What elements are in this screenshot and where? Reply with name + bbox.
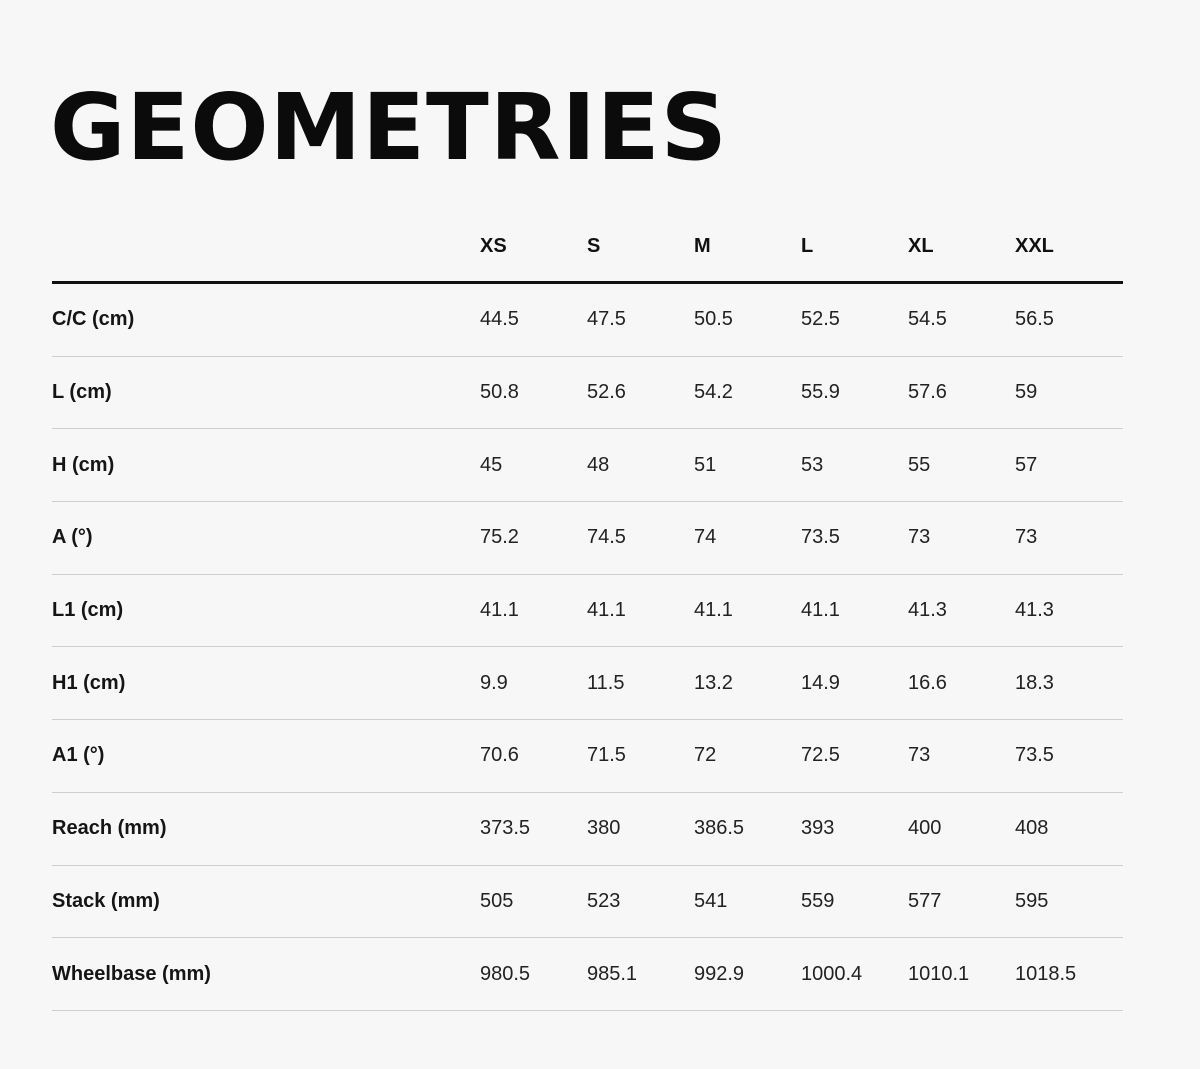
row-label: A (°): [52, 526, 93, 549]
row-label: C/C (cm): [52, 308, 135, 331]
table-row: [52, 866, 1123, 939]
table-cell: 41.1: [801, 599, 840, 622]
row-label: H (cm): [52, 453, 115, 476]
table-row: [52, 502, 1123, 575]
table-cell: 54.5: [908, 308, 947, 331]
row-label: L (cm): [52, 381, 112, 404]
table-row: [52, 429, 1123, 502]
table-cell: 45: [480, 453, 503, 476]
table-cell: 393: [801, 817, 835, 840]
table-cell: 75.2: [480, 526, 519, 549]
table-cell: 50.8: [480, 381, 519, 404]
table-cell: 380: [587, 817, 621, 840]
table-cell: 41.1: [694, 599, 733, 622]
table-row: [52, 720, 1123, 793]
table-cell: 14.9: [801, 671, 840, 694]
table-cell: 41.3: [1015, 599, 1054, 622]
row-label: A1 (°): [52, 744, 105, 767]
table-cell: 400: [908, 817, 942, 840]
table-row: [52, 575, 1123, 648]
table-cell: 44.5: [480, 308, 519, 331]
row-label: L1 (cm): [52, 599, 124, 622]
table-cell: 1018.5: [1015, 962, 1077, 985]
table-cell: 50.5: [694, 308, 733, 331]
table-cell: 992.9: [694, 962, 745, 985]
table-cell: 54.2: [694, 381, 733, 404]
table-cell: 11.5: [587, 671, 625, 694]
table-cell: 70.6: [480, 744, 519, 767]
table-cell: 523: [587, 889, 621, 912]
table-header-row: [52, 212, 1123, 284]
table-cell: 386.5: [694, 817, 745, 840]
row-label: H1 (cm): [52, 671, 126, 694]
table-cell: 373.5: [480, 817, 531, 840]
table-cell: 71.5: [587, 744, 626, 767]
table-cell: 47.5: [587, 308, 626, 331]
table-row: [52, 938, 1123, 1011]
column-header: XL: [908, 235, 934, 257]
table-cell: 41.1: [480, 599, 519, 622]
row-label: Wheelbase (mm): [52, 962, 211, 985]
column-header: L: [801, 235, 814, 257]
table-cell: 73: [1015, 526, 1038, 549]
table-cell: 59: [1015, 381, 1038, 404]
table-cell: 52.5: [801, 308, 840, 331]
table-cell: 53: [801, 453, 824, 476]
column-header: XS: [480, 235, 507, 257]
table-cell: 505: [480, 889, 514, 912]
table-cell: 57: [1015, 453, 1038, 476]
table-cell: 577: [908, 889, 942, 912]
table-cell: 980.5: [480, 962, 531, 985]
table-cell: 41.3: [908, 599, 947, 622]
table-cell: 51: [694, 453, 717, 476]
table-cell: 56.5: [1015, 308, 1054, 331]
table-cell: 9.9: [480, 671, 508, 694]
table-cell: 73: [908, 744, 931, 767]
table-row: [52, 357, 1123, 430]
table-cell: 18.3: [1015, 671, 1054, 694]
table-cell: 73: [908, 526, 931, 549]
table-cell: 16.6: [908, 671, 947, 694]
table-cell: 559: [801, 889, 835, 912]
table-cell: 52.6: [587, 381, 626, 404]
column-header: S: [587, 235, 601, 257]
row-label: Reach (mm): [52, 817, 167, 840]
table-cell: 1010.1: [908, 962, 970, 985]
table-cell: 985.1: [587, 962, 638, 985]
table-cell: 48: [587, 453, 610, 476]
table-cell: 541: [694, 889, 728, 912]
table-row: [52, 647, 1123, 720]
page-title: GEOMETRIES: [50, 74, 728, 181]
table-cell: 41.1: [587, 599, 626, 622]
table-cell: 57.6: [908, 381, 947, 404]
table-cell: 595: [1015, 889, 1049, 912]
geometry-table: [52, 212, 1123, 1011]
table-cell: 55.9: [801, 381, 840, 404]
table-cell: 74.5: [587, 526, 626, 549]
table-row: [52, 284, 1123, 357]
table-cell: 74: [694, 526, 717, 549]
table-cell: 55: [908, 453, 931, 476]
table-cell: 73.5: [801, 526, 840, 549]
table-cell: 13.2: [694, 671, 733, 694]
table-cell: 1000.4: [801, 962, 863, 985]
table-cell: 73.5: [1015, 744, 1054, 767]
column-header: M: [694, 235, 711, 257]
column-header: XXL: [1015, 235, 1054, 257]
row-label: Stack (mm): [52, 889, 160, 912]
table-cell: 72: [694, 744, 717, 767]
table-row: [52, 793, 1123, 866]
table-cell: 408: [1015, 817, 1049, 840]
table-cell: 72.5: [801, 744, 840, 767]
